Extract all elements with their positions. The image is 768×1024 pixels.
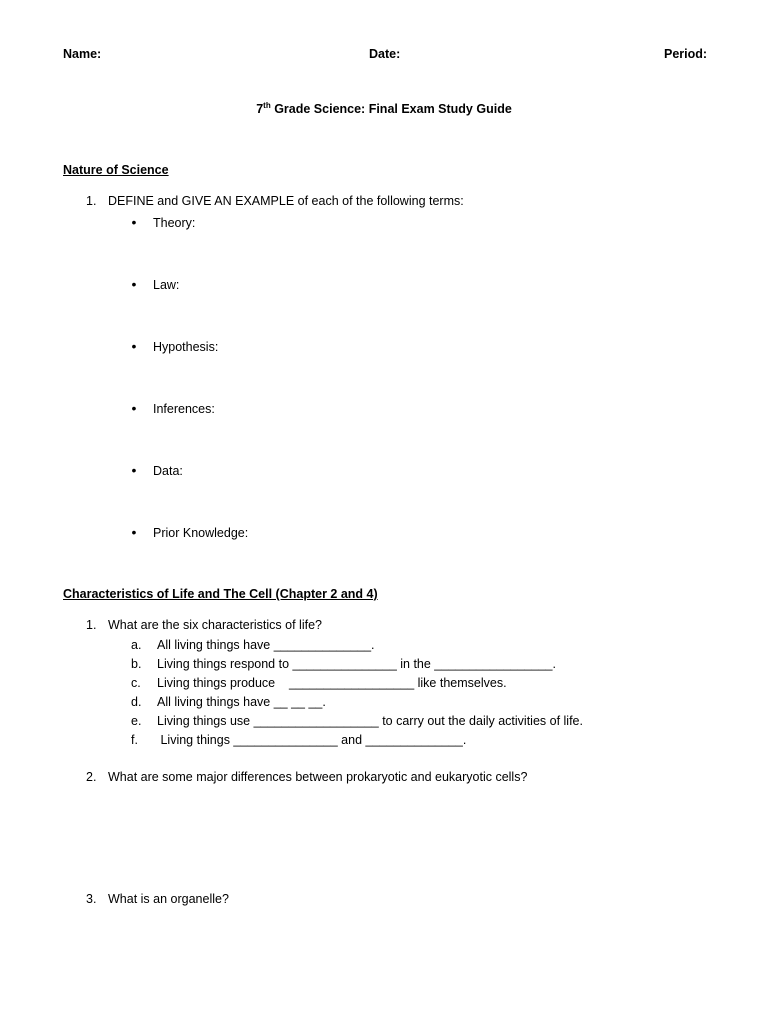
sub-item-text: All living things have __ __ __. <box>157 695 326 709</box>
term-label: Hypothesis: <box>153 340 219 354</box>
question-text: What are some major differences between prokaryotic and eukaryotic cells? <box>108 770 528 784</box>
question-number: 3. <box>86 892 97 906</box>
term-label: Data: <box>153 464 183 478</box>
sub-item-text: Living things produce __________________ like themselves. <box>157 676 507 690</box>
question-text: DEFINE and GIVE AN EXAMPLE of each of the following terms: <box>108 194 464 208</box>
sub-item-letter: a. <box>131 638 142 652</box>
bullet-icon: • <box>131 400 137 416</box>
sub-item-text: Living things respond to _______________ in the _________________. <box>157 657 556 671</box>
name-label: Name: <box>63 47 102 61</box>
sub-item-letter: c. <box>131 676 141 690</box>
sub-item-text: Living things use __________________ to carry out the daily activities of life. <box>157 714 583 728</box>
title-text: Grade Science: Final Exam Study Guide <box>270 102 512 116</box>
period-label: Period: <box>664 47 708 61</box>
sub-item-text: Living things _______________ and ______________. <box>157 733 467 747</box>
title-grade-number: 7 <box>256 102 264 116</box>
sub-item-letter: d. <box>131 695 142 709</box>
question-number: 1. <box>86 194 97 208</box>
sub-item-letter: b. <box>131 657 142 671</box>
question-text: What is an organelle? <box>108 892 229 906</box>
term-label: Theory: <box>153 216 196 230</box>
bullet-icon: • <box>131 462 137 478</box>
title-grade-superscript: th <box>263 101 271 110</box>
sub-item-letter: f. <box>131 733 138 747</box>
term-label: Prior Knowledge: <box>153 526 249 540</box>
term-label: Law: <box>153 278 180 292</box>
section-heading-nature-of-science: Nature of Science <box>63 163 169 177</box>
bullet-icon: • <box>131 276 137 292</box>
term-label: Inferences: <box>153 402 215 416</box>
sub-item-text: All living things have ______________. <box>157 638 375 652</box>
page-title <box>0 101 768 117</box>
bullet-icon: • <box>131 214 137 230</box>
question-text: What are the six characteristics of life? <box>108 618 322 632</box>
bullet-icon: • <box>131 524 137 540</box>
question-number: 2. <box>86 770 97 784</box>
sub-item-letter: e. <box>131 714 142 728</box>
question-number: 1. <box>86 618 97 632</box>
date-label: Date: <box>369 47 401 61</box>
section-heading-characteristics-of-life: Characteristics of Life and The Cell (Chapter 2 and 4) <box>63 587 378 601</box>
bullet-icon: • <box>131 338 137 354</box>
